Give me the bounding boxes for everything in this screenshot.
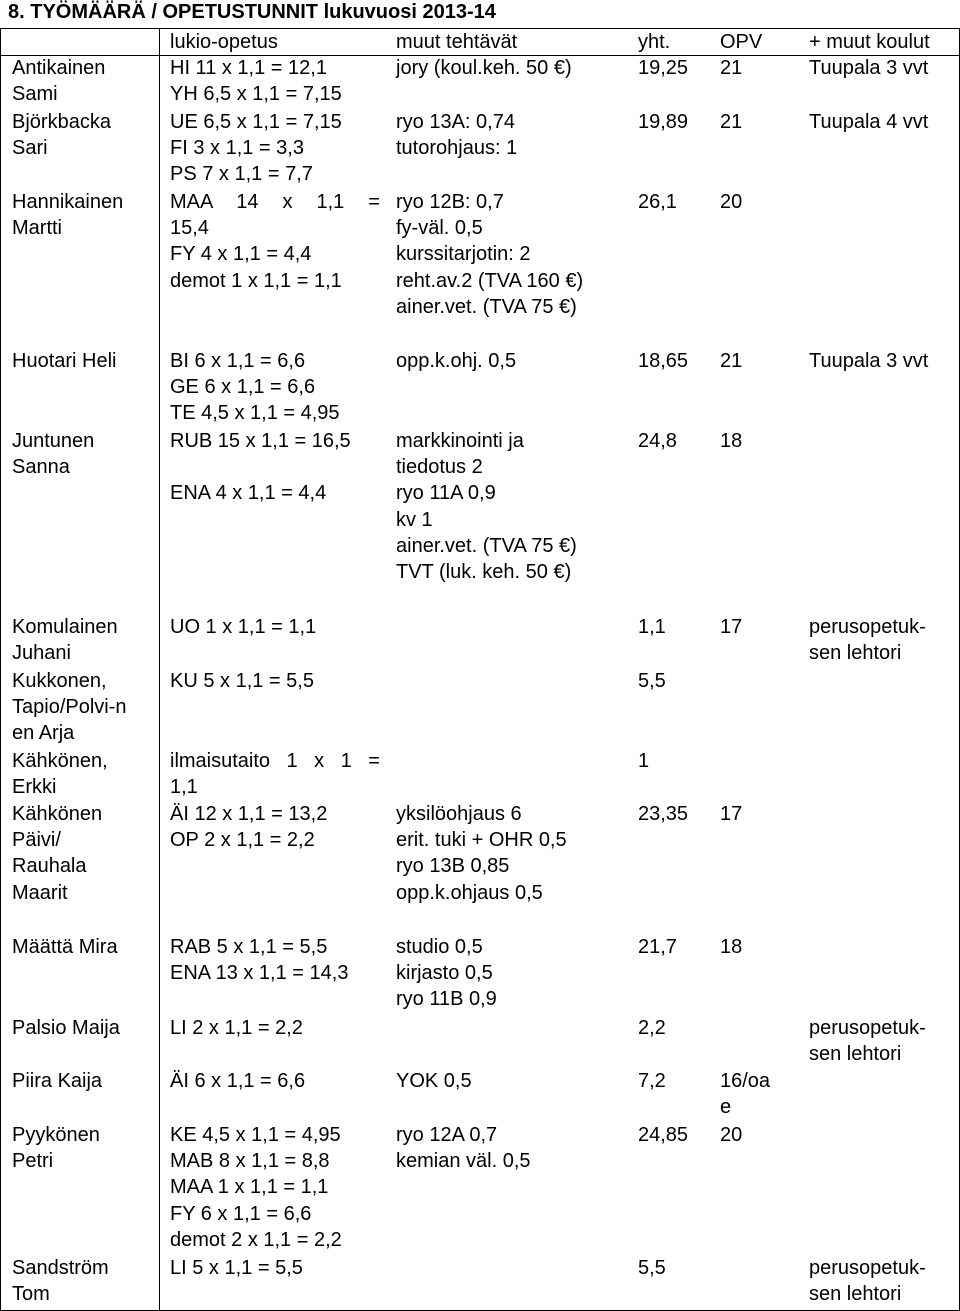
teacher-name	[12, 428, 154, 480]
teacher-name	[12, 748, 154, 800]
lukio-opetus-cell-line: BI 6 x 1,1 = 6,6	[170, 350, 306, 372]
muut-tehtavat-cell-line: tutorohjaus: 1	[396, 137, 518, 160]
yht-cell: 5,5	[638, 1257, 666, 1279]
lukio-opetus-cell-line: UO 1 x 1,1 = 1,1	[170, 616, 317, 638]
teacher-name-line: Hannikainen	[12, 191, 124, 213]
lukio-opetus-cell	[170, 109, 380, 188]
lukio-opetus-cell-line: RUB 15 x 1,1 = 16,5	[170, 430, 351, 452]
yht-cell: 26,1	[638, 191, 677, 213]
teacher-name-line: en Arja	[12, 722, 75, 745]
teacher-name-line: Tom	[12, 1283, 50, 1306]
teacher-name	[12, 1255, 154, 1307]
table-left-border	[0, 28, 1, 1311]
lukio-opetus-cell-line: FI 3 x 1,1 = 3,3	[170, 137, 304, 160]
muut-koulut-cell-line: sen lehtori	[809, 1283, 902, 1306]
teacher-name-line: Björkbacka	[12, 111, 111, 133]
opv-value: 20	[720, 191, 743, 213]
teacher-name	[12, 1068, 154, 1094]
lukio-opetus-cell	[170, 668, 380, 694]
lukio-opetus-cell-line: KU 5 x 1,1 = 5,5	[170, 670, 314, 692]
header-opv: OPV	[720, 31, 763, 53]
opv-value-continued: e	[720, 1096, 732, 1119]
lukio-opetus-cell-line: GE 6 x 1,1 = 6,6	[170, 376, 316, 399]
muut-tehtavat-cell	[396, 934, 628, 1013]
muut-tehtavat-cell	[396, 109, 628, 161]
lukio-opetus-cell	[170, 934, 380, 986]
muut-tehtavat-cell-line: ryo 11B 0,9	[396, 988, 497, 1011]
lukio-opetus-cell-line: RAB 5 x 1,1 = 5,5	[170, 936, 328, 958]
lukio-opetus-cell-line: HI 11 x 1,1 = 12,1	[170, 57, 327, 79]
opv-cell	[720, 801, 790, 827]
muut-koulut-cell-line: perusopetuk-	[809, 616, 926, 638]
muut-tehtavat-cell-line: ainer.vet. (TVA 75 €)	[396, 295, 577, 318]
opv-cell	[720, 1122, 790, 1148]
lukio-opetus-cell	[170, 1015, 380, 1041]
muut-koulut-cell-line: sen lehtori	[809, 642, 902, 665]
lukio-opetus-cell-line: UE 6,5 x 1,1 = 7,15	[170, 111, 342, 133]
muut-tehtavat-cell-line: ryo 13A: 0,74	[396, 111, 515, 133]
opv-cell	[720, 55, 790, 81]
muut-tehtavat-cell	[396, 1122, 628, 1174]
muut-tehtavat-cell-line: jory (koul.keh. 50 €)	[396, 57, 572, 79]
teacher-name-line: Palsio Maija	[12, 1017, 120, 1039]
muut-koulut-cell	[809, 1015, 957, 1067]
muut-koulut-cell-line: perusopetuk-	[809, 1257, 926, 1279]
muut-koulut-cell-line: sen lehtori	[809, 1043, 902, 1066]
opv-value: 21	[720, 350, 743, 372]
lukio-opetus-cell-line	[170, 454, 380, 480]
teacher-name	[12, 1015, 154, 1041]
yht-cell: 21,7	[638, 936, 677, 958]
teacher-name-line: Erkki	[12, 776, 57, 799]
header-yht: yht.	[638, 31, 671, 53]
yht-cell: 19,25	[638, 57, 689, 79]
teacher-name-line: Komulainen	[12, 616, 118, 638]
lukio-opetus-cell-line: OP 2 x 1,1 = 2,2	[170, 829, 315, 852]
muut-tehtavat-cell	[396, 1068, 628, 1094]
opv-cell	[720, 614, 790, 640]
yht-cell: 24,85	[638, 1124, 689, 1146]
lukio-opetus-cell	[170, 348, 380, 427]
lukio-opetus-cell	[170, 428, 380, 507]
lukio-opetus-cell-line: TE 4,5 x 1,1 = 4,95	[170, 402, 340, 425]
opv-cell	[720, 934, 790, 960]
muut-tehtavat-cell	[396, 189, 628, 320]
yht-cell: 5,5	[638, 670, 666, 692]
lukio-opetus-cell	[170, 614, 380, 640]
muut-tehtavat-cell-line: reht.av.2 (TVA 160 €)	[396, 269, 584, 292]
lukio-opetus-cell-line: MAB 8 x 1,1 = 8,8	[170, 1150, 330, 1173]
lukio-opetus-cell-line: 15,4	[170, 217, 209, 240]
teacher-name	[12, 668, 154, 747]
lukio-opetus-cell-line: FY 6 x 1,1 = 6,6	[170, 1202, 312, 1225]
yht-cell: 23,35	[638, 803, 689, 825]
teacher-name-line: Huotari Heli	[12, 350, 117, 372]
lukio-opetus-cell-line: demot 2 x 1,1 = 2,2	[170, 1228, 342, 1251]
muut-tehtavat-cell	[396, 428, 628, 585]
lukio-opetus-cell-line: MAA 1 x 1,1 = 1,1	[170, 1176, 329, 1199]
lukio-opetus-cell-line: 1,1	[170, 776, 198, 799]
muut-tehtavat-cell-line: fy-väl. 0,5	[396, 217, 483, 240]
teacher-name-line: Piira Kaija	[12, 1070, 103, 1092]
lukio-opetus-cell-line: FY 4 x 1,1 = 4,4	[170, 243, 312, 266]
lukio-opetus-cell	[170, 801, 380, 853]
muut-koulut-cell	[809, 1255, 957, 1307]
muut-tehtavat-cell-line: TVT (luk. keh. 50 €)	[396, 561, 572, 584]
muut-tehtavat-cell-line: tiedotus 2	[396, 456, 483, 479]
teacher-name-line: Päivi/	[12, 829, 61, 852]
teacher-name-line: Pyykönen	[12, 1124, 100, 1146]
header-muut-tehtavat: muut tehtävät	[396, 31, 518, 53]
yht-cell: 1,1	[638, 616, 666, 638]
lukio-opetus-cell-line: ENA 4 x 1,1 = 4,4	[170, 482, 327, 505]
lukio-opetus-cell-line: demot 1 x 1,1 = 1,1	[170, 269, 342, 292]
yht-cell: 7,2	[638, 1070, 666, 1092]
muut-tehtavat-cell	[396, 55, 628, 81]
lukio-opetus-cell-line: PS 7 x 1,1 = 7,7	[170, 163, 313, 186]
opv-cell	[720, 348, 790, 374]
muut-koulut-cell	[809, 55, 957, 81]
yht-cell: 19,89	[638, 111, 689, 133]
muut-tehtavat-cell-line: opp.k.ohj. 0,5	[396, 350, 517, 372]
teacher-name-line: Maarit	[12, 881, 68, 904]
lukio-opetus-cell-line: MAA 14 x 1,1 =	[170, 191, 380, 213]
muut-tehtavat-cell-line: yksilöohjaus 6	[396, 803, 522, 825]
muut-tehtavat-cell	[396, 801, 628, 906]
lukio-opetus-cell	[170, 1255, 380, 1281]
muut-tehtavat-cell-line: ryo 12A 0,7	[396, 1124, 498, 1146]
teacher-name-line: Määttä Mira	[12, 936, 118, 958]
muut-tehtavat-cell-line: ryo 12B: 0,7	[396, 191, 504, 213]
teacher-name	[12, 55, 154, 107]
yht-cell: 1	[638, 750, 650, 772]
teacher-name-line: Sandström	[12, 1257, 109, 1279]
muut-koulut-cell	[809, 614, 957, 666]
teacher-name-line: Sami	[12, 83, 58, 106]
teacher-name-line: Petri	[12, 1150, 54, 1173]
opv-value: 17	[720, 803, 743, 825]
muut-tehtavat-cell-line: erit. tuki + OHR 0,5	[396, 829, 567, 852]
muut-tehtavat-cell-line: markkinointi ja	[396, 430, 524, 452]
teacher-name-line: Kähkönen,	[12, 750, 108, 772]
lukio-opetus-cell-line: LI 2 x 1,1 = 2,2	[170, 1017, 303, 1039]
opv-value: 17	[720, 616, 743, 638]
teacher-name-line: Juhani	[12, 642, 71, 665]
opv-value: 18	[720, 430, 743, 452]
header-lukio-opetus: lukio-opetus	[170, 31, 278, 53]
muut-tehtavat-cell-line: kirjasto 0,5	[396, 962, 493, 985]
column-divider-name	[159, 28, 160, 1311]
lukio-opetus-cell-line: KE 4,5 x 1,1 = 4,95	[170, 1124, 341, 1146]
yht-cell: 18,65	[638, 350, 689, 372]
lukio-opetus-cell-line: ÄI 6 x 1,1 = 6,6	[170, 1070, 306, 1092]
muut-tehtavat-cell-line: kurssitarjotin: 2	[396, 243, 531, 266]
lukio-opetus-cell-line: ilmaisutaito 1 x 1 =	[170, 750, 380, 772]
lukio-opetus-cell	[170, 55, 380, 107]
teacher-name-line: Sanna	[12, 456, 70, 479]
lukio-opetus-cell-line: LI 5 x 1,1 = 5,5	[170, 1257, 303, 1279]
muut-koulut-cell	[809, 109, 957, 135]
muut-tehtavat-cell-line: kemian väl. 0,5	[396, 1150, 531, 1173]
lukio-opetus-cell-line: YH 6,5 x 1,1 = 7,15	[170, 83, 342, 106]
teacher-name-line: Antikainen	[12, 57, 106, 79]
teacher-name	[12, 189, 154, 241]
teacher-name	[12, 614, 154, 666]
teacher-name-line: Sari	[12, 137, 48, 160]
muut-koulut-cell	[809, 348, 957, 374]
opv-cell	[720, 428, 790, 454]
yht-cell: 2,2	[638, 1017, 666, 1039]
opv-value: 21	[720, 111, 743, 133]
teacher-name-line: Martti	[12, 217, 62, 240]
muut-tehtavat-cell-line: YOK 0,5	[396, 1070, 472, 1092]
opv-cell	[720, 109, 790, 135]
teacher-name	[12, 934, 154, 960]
opv-value: 16/oa	[720, 1070, 771, 1092]
lukio-opetus-cell-line: ENA 13 x 1,1 = 14,3	[170, 962, 349, 985]
header-muut-koulut: + muut koulut	[809, 31, 930, 53]
muut-tehtavat-cell-line: kv 1	[396, 508, 433, 531]
yht-cell: 24,8	[638, 430, 677, 452]
muut-tehtavat-cell-line: ryo 11A 0,9	[396, 482, 496, 505]
teacher-name	[12, 801, 154, 906]
teacher-name-line: Kukkonen,	[12, 670, 107, 692]
opv-cell	[720, 1068, 790, 1120]
muut-tehtavat-cell-line: ainer.vet. (TVA 75 €)	[396, 534, 577, 557]
lukio-opetus-cell	[170, 1068, 380, 1094]
muut-tehtavat-cell-line: ryo 13B 0,85	[396, 855, 510, 878]
muut-koulut-cell-line: Tuupala 3 vvt	[809, 350, 929, 372]
lukio-opetus-cell	[170, 1122, 380, 1253]
muut-tehtavat-cell-line: opp.k.ohjaus 0,5	[396, 881, 543, 904]
opv-value: 20	[720, 1124, 743, 1146]
opv-value: 21	[720, 57, 743, 79]
opv-cell	[720, 189, 790, 215]
lukio-opetus-cell	[170, 748, 380, 800]
muut-koulut-cell-line: Tuupala 3 vvt	[809, 57, 929, 79]
lukio-opetus-cell-line: ÄI 12 x 1,1 = 13,2	[170, 803, 328, 825]
muut-koulut-cell-line: Tuupala 4 vvt	[809, 111, 929, 133]
teacher-name-line: Rauhala	[12, 855, 87, 878]
muut-tehtavat-cell-line: studio 0,5	[396, 936, 483, 958]
teacher-name	[12, 109, 154, 161]
muut-koulut-cell-line: perusopetuk-	[809, 1017, 926, 1039]
teacher-name-line: Kähkönen	[12, 803, 103, 825]
teacher-name-line: Juntunen	[12, 430, 95, 452]
opv-value: 18	[720, 936, 743, 958]
teacher-name	[12, 1122, 154, 1174]
teacher-name	[12, 348, 154, 374]
teacher-name-line: Tapio/Polvi-n	[12, 696, 127, 719]
page-title: 8. TYÖMÄÄRÄ / OPETUSTUNNIT lukuvuosi 2013-14	[8, 1, 496, 23]
lukio-opetus-cell	[170, 189, 380, 294]
muut-tehtavat-cell	[396, 348, 628, 374]
